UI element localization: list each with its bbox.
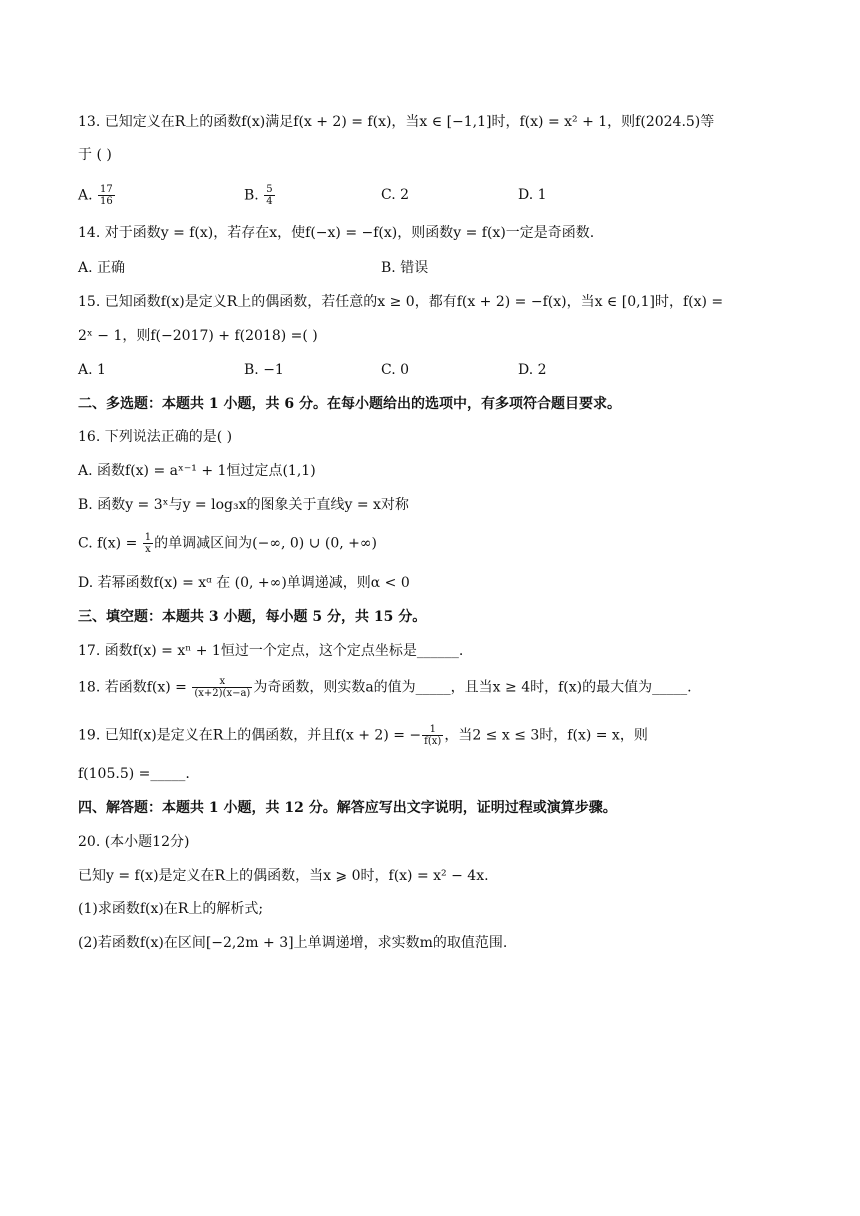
q14-stem: 14. 对于函数y = f(x)，若存在x，使f(−x) = −f(x)，则函数y = f(x)一定是奇函数.: [78, 225, 595, 241]
q18-suffix: 为奇函数，则实数a的值为_____，且当x ≥ 4时，f(x)的最大值为_____.: [253, 679, 692, 696]
q13-option-b: [244, 184, 276, 207]
q15-option-a: A. 1: [78, 362, 106, 378]
q20-title: 20. (本小题12分): [78, 834, 190, 850]
fraction-denominator: (x+2)(x−a): [194, 688, 251, 699]
fraction: [192, 676, 252, 699]
q16-option-d: D. 若幂函数f(x) = xᵅ 在 (0, +∞)单调递减，则α < 0: [78, 575, 410, 591]
q16-stem: 16. 下列说法正确的是( ): [78, 429, 233, 445]
section-multi-choice-heading: 二、多选题：本题共 1 小题，共 6 分。在每小题给出的选项中，有多项符合题目要求。: [78, 396, 621, 412]
q15-option-c: C. 0: [381, 362, 410, 378]
q20-part-2: (2)若函数f(x)在区间[−2,2m + 3]上单调递增，求实数m的取值范围.: [78, 935, 508, 951]
section-fill-blank-heading: 三、填空题：本题共 3 小题，每小题 5 分，共 15 分。: [78, 609, 427, 625]
q14-option-a: A. 正确: [78, 260, 126, 276]
fraction-denominator: 4: [266, 196, 273, 207]
q20-part-1: (1)求函数f(x)在R上的解析式;: [78, 901, 264, 917]
q18-prefix: 18. 若函数f(x) =: [78, 679, 192, 696]
q20-stem: 已知y = f(x)是定义在R上的偶函数，当x ⩾ 0时，f(x) = x² − 4x.: [78, 868, 489, 884]
fraction-numerator: x: [192, 676, 252, 688]
q19-prefix: 19. 已知f(x)是定义在R上的偶函数，并且f(x + 2) = −: [78, 727, 422, 744]
fraction-denominator: f(x): [424, 736, 442, 747]
fraction: [264, 184, 274, 207]
q13-option-d: D. 1: [518, 187, 547, 203]
q14-option-b: B. 错误: [381, 260, 429, 276]
q19-suffix: ，当2 ≤ x ≤ 3时，f(x) = x，则: [444, 727, 648, 744]
option-label: A.: [78, 187, 98, 204]
q19-stem-line1: [78, 724, 648, 747]
q13-option-c: C. 2: [381, 187, 410, 203]
fraction: [143, 532, 153, 555]
option-text: 的单调减区间为(−∞, 0) ∪ (0, +∞): [154, 535, 378, 552]
fraction-numerator: 5: [266, 184, 273, 195]
q16-option-a: A. 函数f(x) = aˣ⁻¹ + 1恒过定点(1,1): [78, 463, 316, 479]
option-label: B.: [244, 187, 264, 204]
q17-stem: 17. 函数f(x) = xⁿ + 1恒过一个定点，这个定点坐标是______.: [78, 643, 464, 659]
q15-stem-line1: 15. 已知函数f(x)是定义R上的偶函数，若任意的x ≥ 0，都有f(x + 2) = −f(x)，当x ∈ [0,1]时，f(x) =: [78, 294, 724, 310]
fraction-denominator: 16: [100, 196, 113, 207]
q13-option-a: [78, 184, 116, 207]
q15-option-d: D. 2: [518, 362, 547, 378]
q13-stem-line2: 于 ( ): [78, 147, 112, 163]
q16-option-c: [78, 532, 377, 555]
fraction: [422, 724, 443, 747]
fraction-numerator: 17: [100, 184, 113, 195]
section-solution-heading: 四、解答题：本题共 1 小题，共 12 分。解答应写出文字说明，证明过程或演算步骤。: [78, 800, 617, 816]
q16-option-b: B. 函数y = 3ˣ与y = log₃x的图象关于直线y = x对称: [78, 497, 409, 513]
fraction-numerator: 1: [422, 724, 443, 736]
fraction-numerator: 1: [144, 532, 152, 543]
q15-option-b: B. −1: [244, 362, 284, 378]
q19-stem-line2: f(105.5) =_____.: [78, 766, 190, 782]
fraction-denominator: x: [145, 544, 151, 555]
q18-stem: [78, 676, 692, 699]
option-label: C. f(x) =: [78, 535, 142, 552]
q15-stem-line2: 2ˣ − 1，则f(−2017) + f(2018) =( ): [78, 328, 318, 344]
fraction: [98, 184, 115, 207]
q13-stem-line1: 13. 已知定义在R上的函数f(x)满足f(x + 2) = f(x)，当x ∈ [−1,1]时，f(x) = x² + 1，则f(2024.5)等: [78, 114, 715, 130]
